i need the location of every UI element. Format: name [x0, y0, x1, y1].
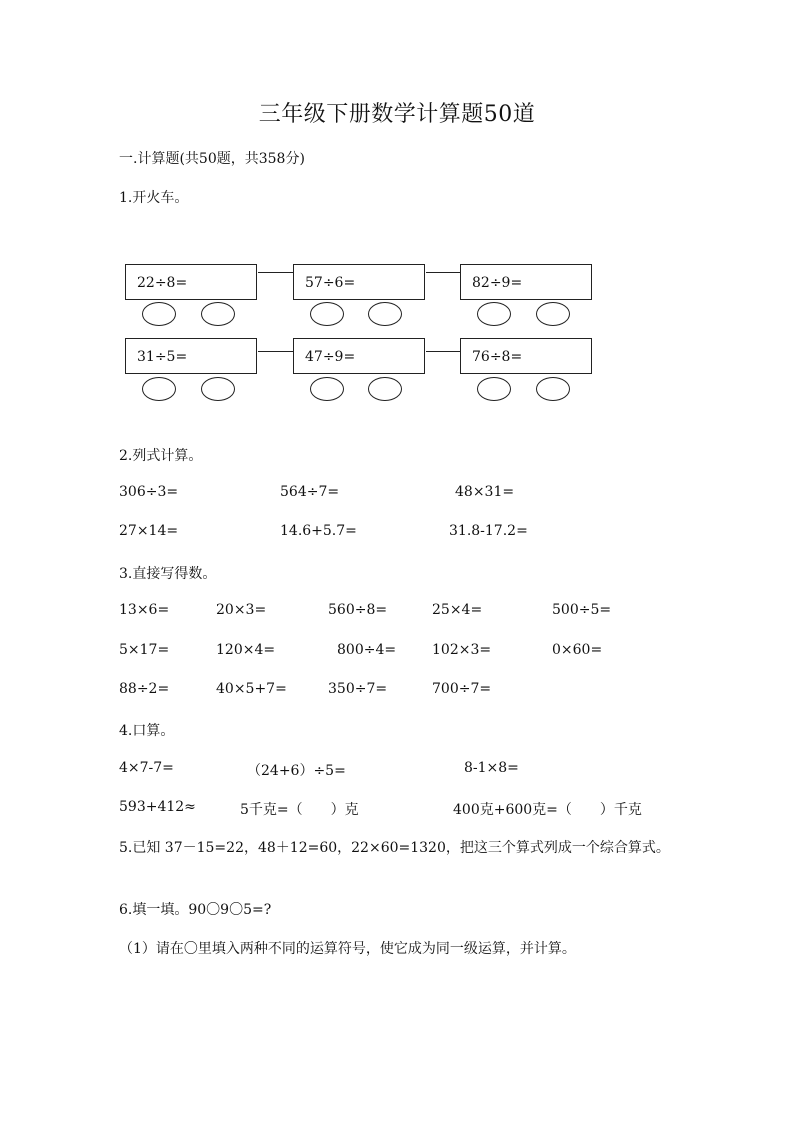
question-6-prompt: 6.填一填。90〇9〇5=? — [119, 902, 272, 918]
problem: 500÷5= — [552, 602, 612, 618]
problem: 120×4= — [216, 642, 276, 658]
question-2-prompt: 2.列式计算。 — [119, 448, 203, 464]
question-4-prompt: 4.口算。 — [119, 723, 175, 739]
problem: 5×17= — [119, 642, 170, 658]
problem: 700÷7= — [432, 681, 492, 697]
problem: 593+412≈ — [119, 799, 196, 815]
problem: 0×60= — [552, 642, 603, 658]
answer-circle[interactable] — [201, 377, 235, 401]
answer-circle[interactable] — [477, 302, 511, 326]
section-heading: 一.计算题(共50题，共358分) — [119, 151, 305, 167]
problem: 306÷3= — [119, 484, 179, 500]
train-coupler — [426, 351, 461, 352]
answer-circle[interactable] — [310, 377, 344, 401]
question-3-prompt: 3.直接写得数。 — [119, 566, 217, 582]
answer-circle[interactable] — [142, 302, 176, 326]
question-5-prompt: 5.已知 37－15=22，48＋12=60，22×60=1320，把这三个算式列成一个综合算式。 — [119, 840, 670, 856]
problem: 20×3= — [216, 602, 267, 618]
problem: 8-1×8= — [464, 760, 519, 776]
question-6-subpart-1: （1）请在〇里填入两种不同的运算符号，使它成为同一级运算，并计算。 — [119, 941, 576, 957]
answer-circle[interactable] — [536, 377, 570, 401]
problem: 25×4= — [432, 602, 483, 618]
problem: 5千克=（ ）克 — [240, 802, 359, 818]
problem: （24+6）÷5= — [247, 763, 346, 779]
problem: 560÷8= — [328, 602, 388, 618]
problem: 13×6= — [119, 602, 170, 618]
train-car: 57÷6= — [293, 264, 425, 300]
question-1-prompt: 1.开火车。 — [119, 190, 189, 206]
answer-circle[interactable] — [201, 302, 235, 326]
problem: 14.6+5.7= — [280, 523, 357, 539]
problem: 31.8-17.2= — [449, 523, 528, 539]
answer-circle[interactable] — [142, 377, 176, 401]
answer-circle[interactable] — [368, 302, 402, 326]
answer-circle[interactable] — [477, 377, 511, 401]
problem: 400克+600克=（ ）千克 — [453, 802, 642, 818]
problem: 800÷4= — [337, 642, 397, 658]
train-coupler — [426, 272, 461, 273]
problem: 350÷7= — [328, 681, 388, 697]
train-car: 47÷9= — [293, 338, 425, 374]
train-car: 76÷8= — [460, 338, 592, 374]
problem: 564÷7= — [280, 484, 340, 500]
train-car: 31÷5= — [125, 338, 257, 374]
problem: 27×14= — [119, 523, 179, 539]
train-coupler — [258, 351, 293, 352]
answer-circle[interactable] — [310, 302, 344, 326]
train-car: 82÷9= — [460, 264, 592, 300]
answer-circle[interactable] — [368, 377, 402, 401]
train-car: 22÷8= — [125, 264, 257, 300]
problem: 88÷2= — [119, 681, 170, 697]
problem: 48×31= — [455, 484, 515, 500]
problem: 40×5+7= — [216, 681, 287, 697]
train-coupler — [258, 272, 293, 273]
page-title: 三年级下册数学计算题50道 — [258, 102, 536, 127]
problem: 4×7-7= — [119, 760, 174, 776]
answer-circle[interactable] — [536, 302, 570, 326]
problem: 102×3= — [432, 642, 492, 658]
